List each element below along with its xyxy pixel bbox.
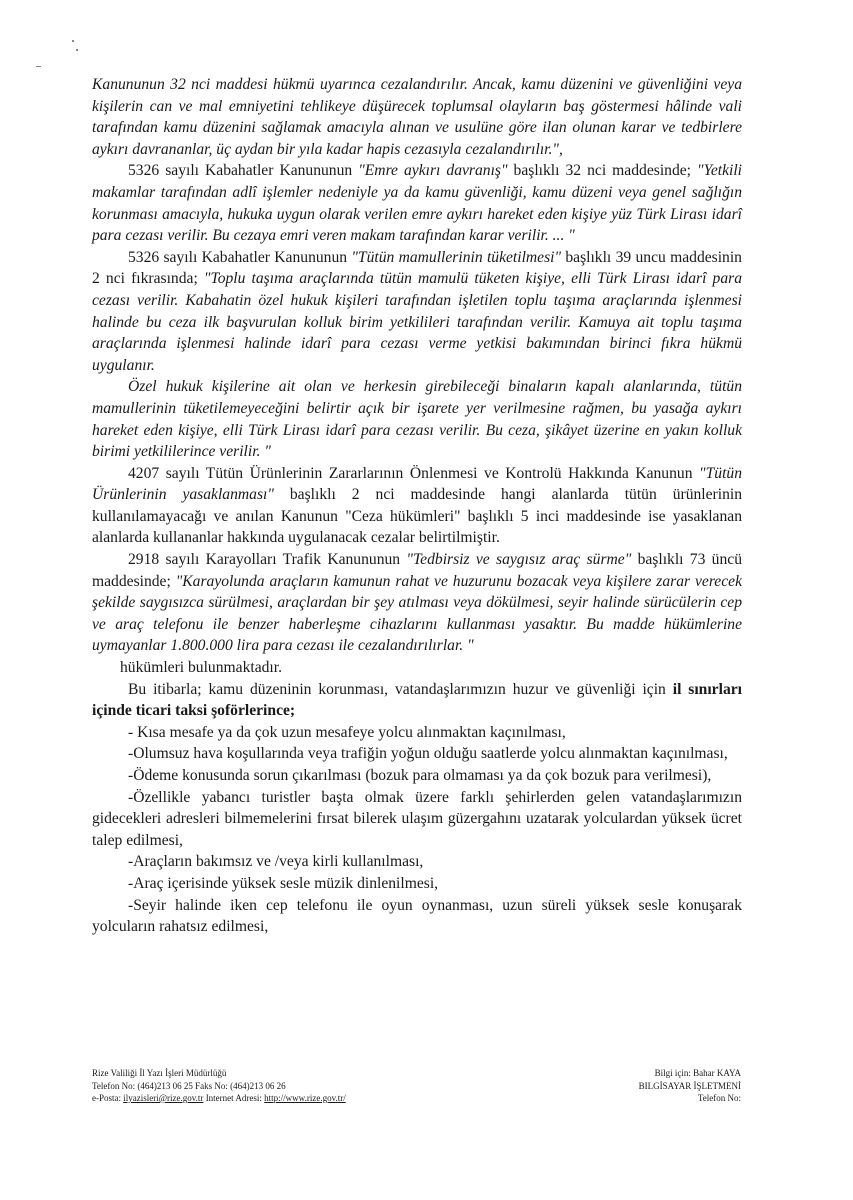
list-item: -Seyir halinde iken cep telefonu ile oyun oynanması, uzun süreli yüksek sesle konuşarak yolcuların rahatsız edilmesi,	[92, 896, 742, 936]
paragraph-kabahatler-32: 5326 sayılı Kabahatler Kanununun "Emre aykırı davranış" başlıklı 32 nci maddesinde; "Yetkili makamlar tarafından adlî işlemler nedeniyle ya da kamu güvenliği, kamu düzeni veya genel sağlığın korunması amacıyla, hukuka uygun olarak verilen emre aykırı hareket eden kişiye yüz Türk Lirası idarî para cezası verilir. Bu cezaya emri veren makam tarafından karar verilir. ... "	[92, 162, 742, 245]
paragraph-ozel-hukuk: Özel hukuk kişilerine ait olan ve herkesin girebileceği binaların kapalı alanlarında, tütün mamullerinin tüketilemeyeceğini belirtir açık bir işarete yer verilmesine rağmen, bu yasağa aykırı hareket eden kişiye, elli Türk Lirası idarî para cezası verilir. Bu ceza, şikâyet üzerine en yakın kolluk birimi yetkililerince verilir. "	[92, 378, 742, 461]
footer-contact	[92, 1067, 512, 1105]
footer-email-web: e-Posta: ilyazisleri@rize.gov.tr Internet Adresi: http://www.rize.gov.tr/	[92, 1093, 346, 1103]
scan-speck	[76, 49, 78, 51]
footer-office: Rize Valiliği İl Yazı İşleri Müdürlüğü	[92, 1068, 227, 1078]
footer-phone-label: Telefon No:	[697, 1093, 741, 1103]
scan-speck	[72, 40, 74, 42]
footer-info	[521, 1067, 741, 1105]
paragraph-4207: 4207 sayılı Tütün Ürünlerinin Zararlarının Önlenmesi ve Kontrolü Hakkında Kanunun "Tütün Ürünlerinin yasaklanması" başlıklı 2 nci maddesinde hangi alanlarda tütün ürünlerinin kullanılamayacağı ve anılan Kanunun "Ceza hükümleri" başlıklı 5 inci maddesinde ise yasaklanan alanlarda kullananlar hakkında uygulanacak cezalar belirtilmiştir.	[92, 464, 743, 547]
list-item: -Ödeme konusunda sorun çıkarılması (bozuk para olmaması ya da çok bozuk para verilmesi),	[128, 767, 712, 784]
paragraph-continuation: Kanununun 32 nci maddesi hükmü uyarınca cezalandırılır. Ancak, kamu düzenini ve güvenliğini veya kişilerin can ve mal emniyetini tehlikeye düşürecek toplumsal olayların baş göstermesi hâlinde vali tarafından kamu düzenini sağlamak amacıyla alınan ve usulüne göre ilan olunan karar ve tedbirlere aykırı davrananlar, üç aydan bir yıla kadar hapis cezasıyla cezalandırılır.",	[92, 76, 742, 158]
web-link[interactable]: http://www.rize.gov.tr/	[264, 1093, 346, 1103]
paragraph-kabahatler-39: 5326 sayılı Kabahatler Kanununun "Tütün mamullerinin tüketilmesi" başlıklı 39 uncu maddesinin 2 nci fıkrasında; "Toplu taşıma araçlarında tütün mamulü tüketen kişiye, elli Türk Lirası idarî para cezası verilir. Kabahatin özel hukuk kişileri tarafından işletilen toplu taşıma araçlarında işlenmesi halinde bu ceza ilk başvurulan kolluk birim yetkilileri tarafından verilir. Kamuya ait toplu taşıma araçlarında işlenmesi halinde idarî para cezası verme yetkisi bakımından birinci fıkra hükmü uygulanır.	[92, 248, 742, 374]
paragraph-2918: 2918 sayılı Karayolları Trafik Kanununun "Tedbirsiz ve saygısız araç sürme" başlıklı 73 üncü maddesinde; "Karayolunda araçların kamunun rahat ve huzurunu bozacak veya kişilere zarar verecek şekilde saygısızca sürülmesi, araçlardan bir şey atılması veya dökülmesi, seyir halinde sürücülerin cep ve araç telefonu ile benzer haberleşme cihazlarını kullanması yasaktır. Bu madde hükümlerine uymayanlar 1.800.000 lira para cezası ile cezalandırılırlar. "	[92, 551, 742, 655]
footer-unit: BILGİSAYAR İŞLETMENİ	[638, 1080, 741, 1091]
list-item: -Özellikle yabancı turistler başta olmak üzere farklı şehirlerden gelen vatandaşlarımızın gidecekleri adresleri bilmemelerini fırsat bilerek ulaşım güzergahını uzatarak yolculardan yüksek ücret talep edilmesi,	[92, 788, 742, 849]
footer-phone-fax: Telefon No: (464)213 06 25 Faks No: (464)213 06 26	[92, 1080, 286, 1091]
paragraph-itibarla: Bu itibarla; kamu düzeninin korunması, vatandaşlarımızın huzur ve güvenliği için il sınırları içinde ticari taksi şoförlerince;	[92, 680, 742, 720]
email-link[interactable]: ilyazisleri@rize.gov.tr	[123, 1093, 204, 1103]
footer-info-person: Bilgi için: Bahar KAYA	[654, 1068, 741, 1078]
list-item: -Araçların bakımsız ve /veya kirli kullanılması,	[128, 853, 424, 871]
scan-speck	[36, 66, 41, 67]
letter-body	[92, 74, 742, 938]
paragraph-hukumler: hükümleri bulunmaktadır.	[120, 659, 282, 677]
list-item: -Araç içerisinde yüksek sesle müzik dinlenilmesi,	[128, 874, 439, 892]
list-item: - Kısa mesafe ya da çok uzun mesafeye yolcu alınmaktan kaçınılması,	[128, 723, 566, 741]
list-item: -Olumsuz hava koşullarında veya trafiğin yoğun olduğu saatlerde yolcu alınmaktan kaçınılması,	[128, 745, 728, 763]
